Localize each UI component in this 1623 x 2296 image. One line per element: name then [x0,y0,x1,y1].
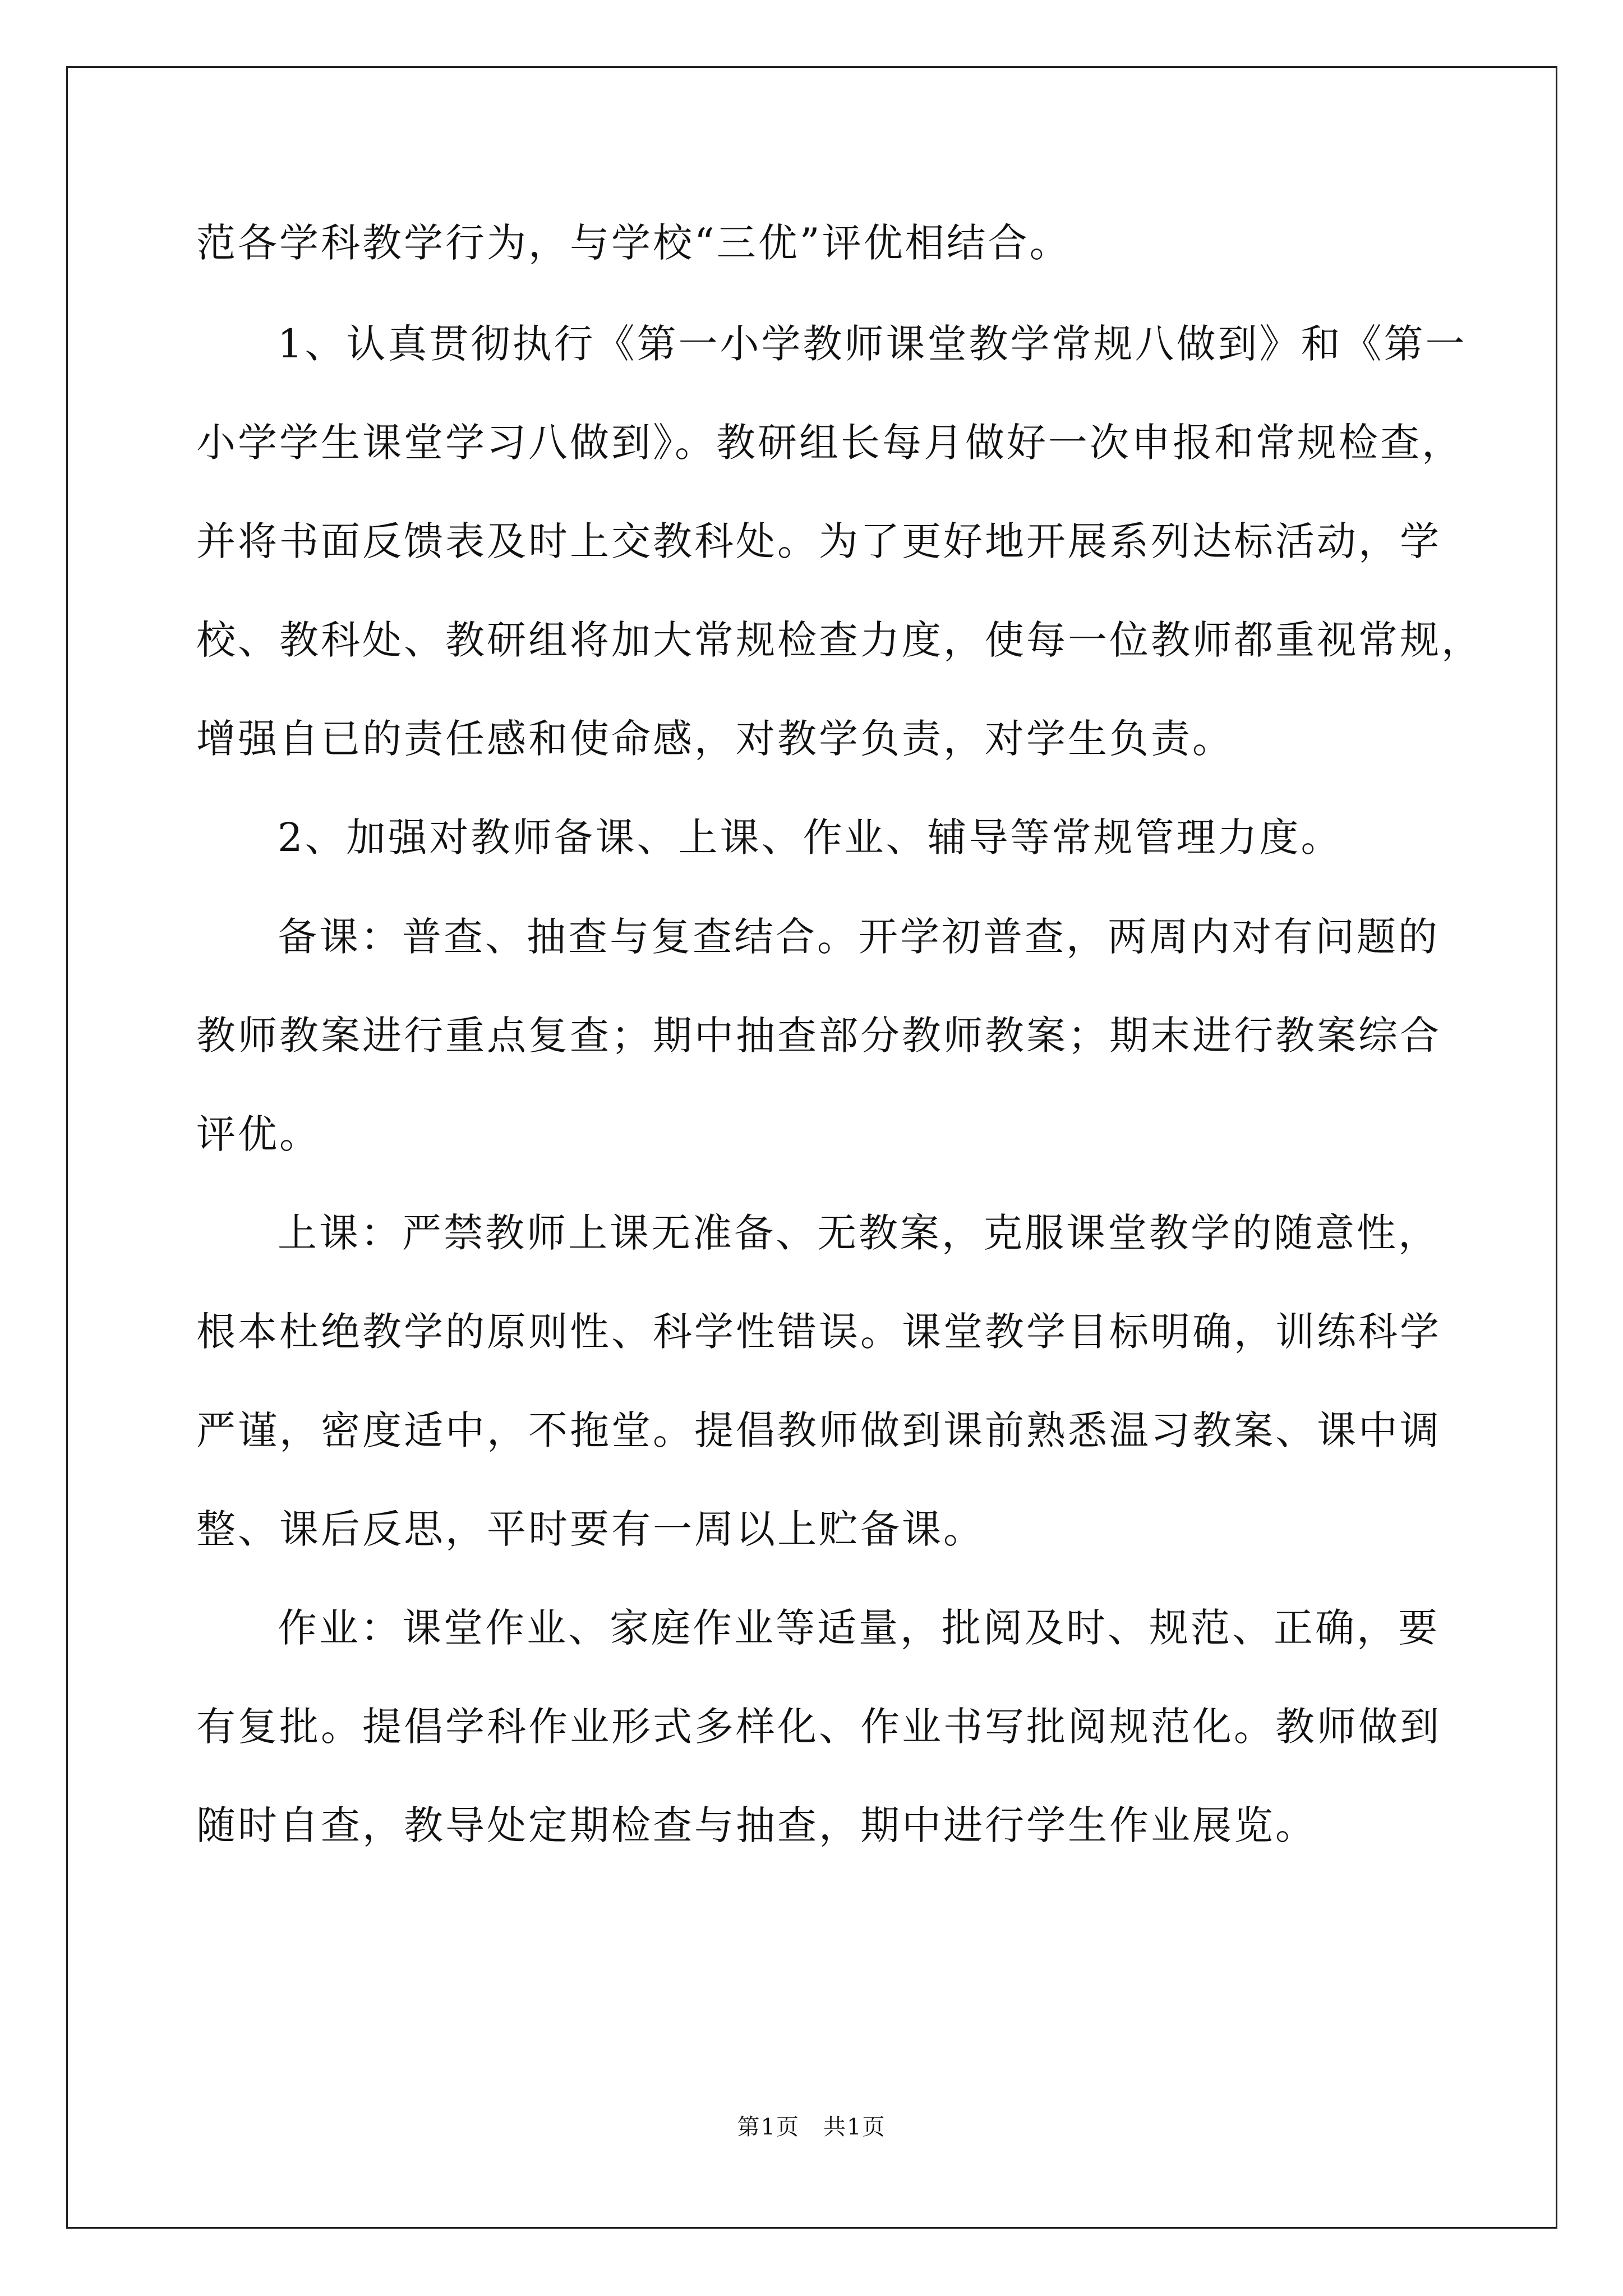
text-line: 上课：严禁教师上课无准备、无教案，克服课堂教学的随意性， [278,1210,1440,1256]
text-line: 1、认真贯彻执行《第一小学教师课堂教学常规八做到》和《第一 [278,321,1467,367]
text-line: 范各学科教学行为，与学校“三优”评优相结合。 [196,220,1071,266]
text-line: 并将书面反馈表及时上交教科处。为了更好地开展系列达标活动，学 [196,518,1441,564]
text-line: 有复批。提倡学科作业形式多样化、作业书写批阅规范化。教师做到 [196,1704,1441,1750]
text-line: 评优。 [196,1111,321,1157]
text-line: 严谨，密度适中，不拖堂。提倡教师做到课前熟悉温习教案、课中调 [196,1407,1441,1453]
text-line: 作业：课堂作业、家庭作业等适量，批阅及时、规范、正确，要 [278,1605,1440,1651]
text-line: 教师教案进行重点复查；期中抽查部分教师教案；期末进行教案综合 [196,1013,1441,1059]
text-line: 校、教科处、教研组将加大常规检查力度，使每一位教师都重视常规， [196,617,1483,663]
text-line: 根本杜绝教学的原则性、科学性错误。课堂教学目标明确，训练科学 [196,1309,1441,1355]
text-line: 2、加强对教师备课、上课、作业、辅导等常规管理力度。 [278,815,1343,861]
text-line: 备课：普查、抽查与复查结合。开学初普查，两周内对有问题的 [278,914,1440,960]
text-line: 整、课后反思，平时要有一周以上贮备课。 [196,1506,985,1552]
page-number-footer: 第1页 共1页 [737,2114,886,2140]
text-line: 增强自已的责任感和使命感，对教学负责，对学生负责。 [196,716,1234,762]
text-line: 小学学生课堂学习八做到》。教研组长每月做好一次申报和常规检查， [196,420,1463,466]
text-line: 随时自查，教导处定期检查与抽查，期中进行学生作业展览。 [196,1802,1317,1848]
